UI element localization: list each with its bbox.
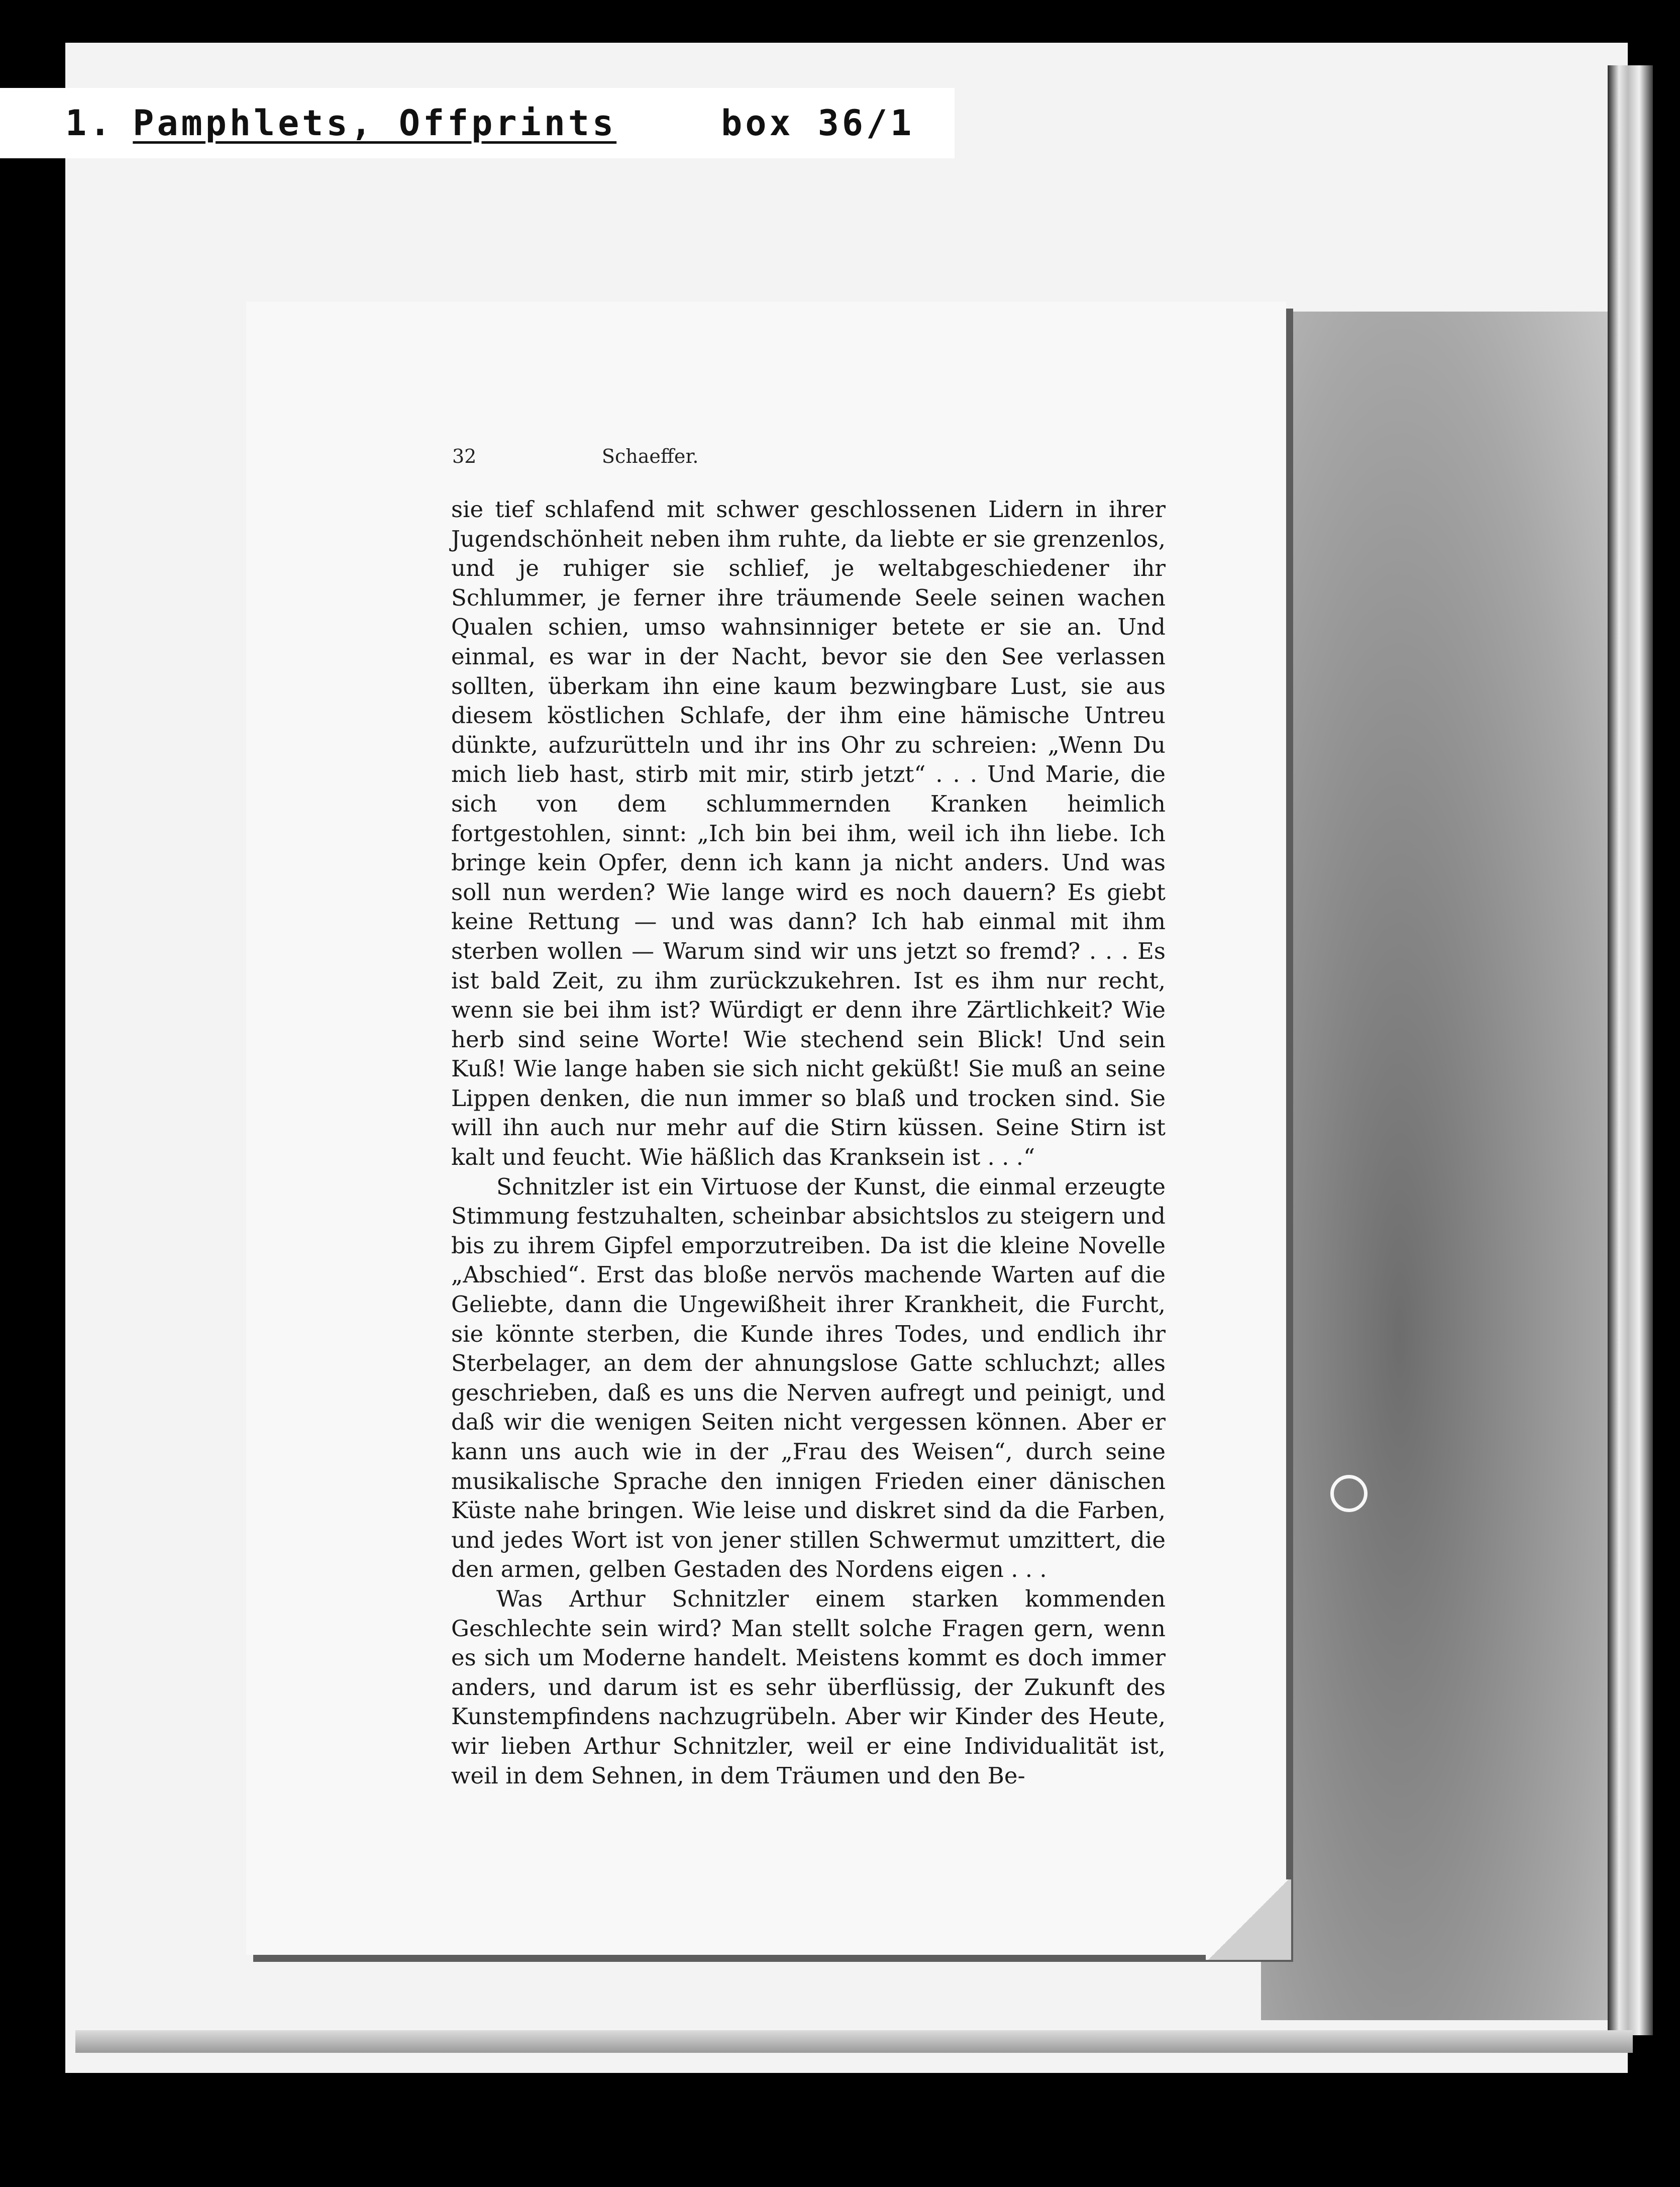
label-number: 1. <box>65 103 114 144</box>
archive-label <box>65 95 914 151</box>
page-number: 32 <box>452 445 477 467</box>
page-header <box>452 441 854 471</box>
page-corner-fold <box>1206 1879 1291 1960</box>
paragraph: Schnitzler ist ein Virtuose der Kunst, die einmal erzeugte Stimmung festzuhalten, scheinbar absichtslos zu steigern und bis zu ihrem Gipfel emporzutreiben. Da ist die kleine Novelle „Abschied“. Erst das bloße nervös machende Warten auf die Geliebte, dann die Ungewißheit ihrer Krankheit, die Furcht, sie könnte sterben, die Kunde ihres Todes, und endlich ihr Sterbelager, an dem der ahnungslose Gatte schluchzt; alles geschrieben, daß es uns die Nerven aufregt und peinigt, und daß wir die wenigen Seiten nicht vergessen können. Aber er kann uns auch wie in der „Frau des Weisen“, durch seine musikalische Sprache den innigen Frieden einer dänischen Küste nahe bringen. Wie leise und diskret sind da die Farben, und jedes Wort ist von jener stillen Schwermut umzittert, die den armen, gelben Gestaden des Nordens eigen . . . <box>451 1173 1166 1583</box>
label-box: box 36/1 <box>721 103 915 144</box>
running-head: Schaeffer. <box>601 445 699 467</box>
paragraph: sie tief schlafend mit schwer geschlossenen Lidern in ihrer Jugendschönheit neben ihm ruhte, da liebte er sie grenzenlos, und je ruhiger sie schlief, je weltabgeschiedener ihr Schlummer, je ferner ihre träumende Seele seinen wachen Qualen schien, umso wahnsinniger betete er sie an. Und einmal, es war in der Nacht, bevor sie den See verlassen sollten, überkam ihn eine kaum bezwingbare Lust, sie aus diesem köstlichen Schlafe, der ihm eine hämische Untreu dünkte, aufzurütteln und ihr ins Ohr zu schreien: „Wenn Du mich lieb hast, stirb mit mir, stirb jetzt“ . . . Und Marie, die sich von dem schlummernden Kranken heimlich fortgestohlen, sinnt: „Ich bin bei ihm, weil ich ihn liebe. Ich bringe kein Opfer, denn ich kann ja nicht anders. Und was soll nun werden? Wie lange wird es noch dauern? Es giebt keine Rettung — und was dann? Ich hab einmal mit ihm sterben wollen — Warum sind wir uns jetzt so fremd? . . . Es ist bald Zeit, zu ihm zurückzukehren. Ist es ihm nur recht, wenn sie bei ihm ist? Würdigt er denn ihre Zärtlichkeit? Wie herb sind seine Worte! Wie stechend sein Blick! Und sein Kuß! Wie lange haben sie sich nicht geküßt! Sie muß an seine Lippen denken, die nun immer so blaß und trocken sind. Sie will ihn auch nur mehr auf die Stirn küssen. Seine Stirn ist kalt und feucht. Wie häßlich das Kranksein ist . . .“ <box>451 496 1166 1171</box>
folder-bottom-edge <box>75 2030 1633 2053</box>
grey-backing-board <box>1261 312 1608 2020</box>
label-category: Pamphlets, Offprints <box>133 103 617 144</box>
paragraph: Was Arthur Schnitzler einem starken kommenden Geschlechte sein wird? Man stellt solche Fragen gern, wenn es sich um Moderne handelt. Meistens kommt es doch immer anders, und darum ist es sehr überflüssig, der Zukunft des Kunstempfindens nachzugrübeln. Aber wir Kinder des Heute, wir lieben Arthur Schnitzler, weil er eine Individualität ist, weil in dem Sehnen, in dem Träumen und den Be- <box>451 1585 1166 1789</box>
body-text <box>451 495 1166 1791</box>
folder-edge <box>1608 65 1653 2035</box>
ring-mark <box>1330 1475 1368 1512</box>
